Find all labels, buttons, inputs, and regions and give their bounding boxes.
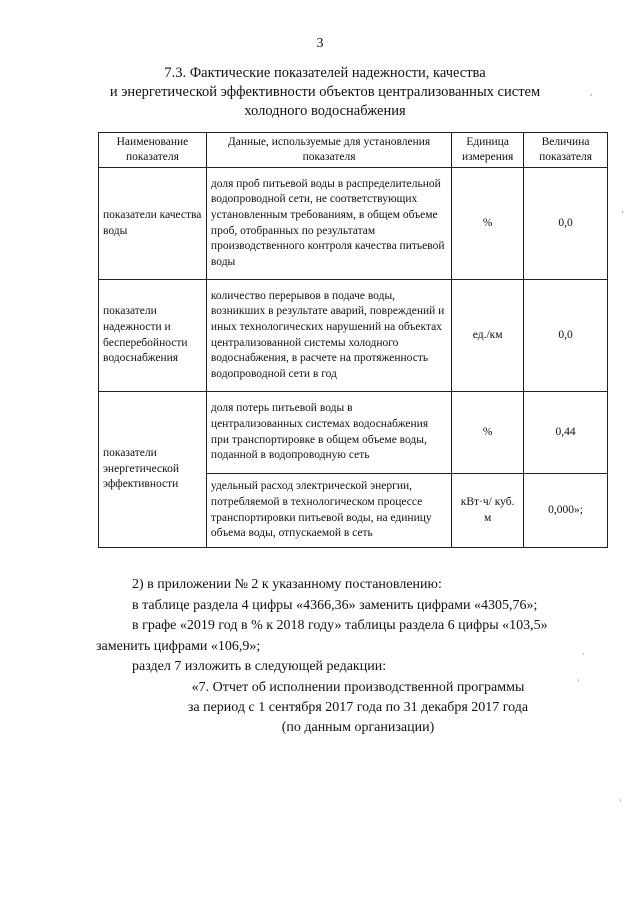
section-title-line-2: и энергетической эффективности объектов централизованных систем (109, 84, 541, 100)
header-data-used: Данные, используемые для установления показателя (206, 133, 451, 168)
scan-mark: , (590, 88, 592, 97)
row-unit: кВт·ч/ куб. м (452, 474, 524, 548)
row-description: количество перерывов в подаче воды, возникших в результате аварий, повреждений и иных технологических нарушений на объектах централизованной системы холодного водоснабжения, в расчете на протяженность водопроводной сети в год (206, 280, 451, 392)
report-title-line-3: (по данным организации) (281, 720, 435, 735)
scan-mark: ' (622, 210, 624, 219)
row-name: показатели энергетической эффективности (99, 392, 207, 548)
paragraph: 2) в приложении № 2 к указанному постановлению: (132, 577, 442, 592)
report-title-line-2: за период с 1 сентября 2017 года по 31 декабря 2017 года (187, 700, 529, 715)
report-title (140, 678, 576, 738)
amendment-text (96, 575, 600, 678)
header-indicator-name: Наименование показателя (99, 133, 207, 168)
scan-mark: ' (620, 798, 622, 807)
header-unit: Единица измерения (452, 133, 524, 168)
scan-mark: · (582, 650, 585, 659)
page-number: 3 (316, 36, 324, 51)
section-title-line-1: 7.3. Фактические показателей надежности, качества (164, 65, 486, 81)
table-row (99, 168, 608, 280)
indicators-table (98, 132, 608, 548)
paragraph: в таблице раздела 4 цифры «4366,36» заменить цифрами «4305,76»; (132, 597, 538, 613)
row-name: показатели качества воды (99, 168, 207, 280)
row-unit: % (452, 392, 524, 474)
row-unit: ед./км (452, 280, 524, 392)
table-row (99, 280, 608, 392)
header-value: Величина показателя (524, 133, 608, 168)
report-title-line-1: «7. Отчет об исполнении производственной программы (191, 680, 525, 695)
row-value: 0,0 (524, 168, 608, 280)
row-name: показатели надежности и бесперебойности водоснабжения (99, 280, 207, 392)
paragraph: в графе «2019 год в % к 2018 году» таблицы раздела 6 цифры «103,5» (132, 618, 548, 633)
table-row (99, 392, 608, 474)
row-value: 0,44 (524, 392, 608, 474)
row-description: доля потерь питьевой воды в централизованных системах водоснабжения при транспортировке в общем объеме воды, поданной в водопроводную сеть (206, 392, 451, 474)
paragraph: раздел 7 изложить в следующей редакции: (132, 659, 387, 674)
row-description: доля проб питьевой воды в распределительной водопроводной сети, не соответствующих установленным требованиям, в общем объеме проб, отобранных по результатам производственного контроля качества питьевой воды (206, 168, 451, 280)
row-description: удельный расход электрической энергии, потребляемой в технологическом процессе транспортировки питьевой воды, на единицу объема воды, отпускаемой в сеть (206, 474, 451, 548)
section-title-line-3: холодного водоснабжения (244, 103, 406, 119)
paragraph: заменить цифрами «106,9»; (96, 638, 261, 654)
row-value: 0,0 (524, 280, 608, 392)
row-unit: % (452, 168, 524, 280)
table-header-row (99, 133, 608, 168)
section-title (80, 64, 570, 121)
scan-mark: ' (578, 678, 580, 687)
row-value: 0,000»; (524, 474, 608, 548)
